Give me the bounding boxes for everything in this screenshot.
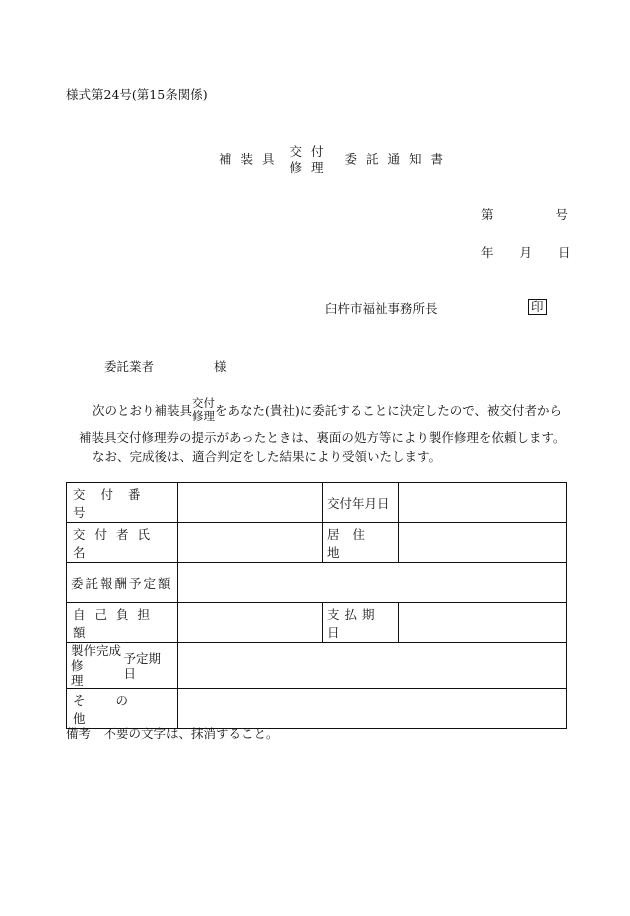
- label-delivery-number: 交付番号: [67, 483, 178, 523]
- document-date: [481, 243, 571, 261]
- seal-mark: 印: [528, 299, 547, 315]
- label-fee-amount: 委託報酬予定額: [67, 563, 178, 603]
- document-number: [481, 205, 568, 223]
- table-row: [67, 523, 567, 563]
- body-line1-before: 次のとおり補装具: [92, 403, 193, 418]
- label-payment-date: 支払期日: [323, 603, 399, 643]
- label-completion-date: [67, 643, 178, 689]
- body-line-2: 補装具交付修理券の提示があったときは、裏面の処方等により製作修理を依頼します。: [79, 430, 566, 445]
- issuer: 臼杵市福祉事務所長: [325, 301, 438, 316]
- value-self-pay: [178, 603, 323, 643]
- body-line-3: なお、完成後は、適合判定をした結果により受領いたします。: [92, 449, 442, 464]
- date-year: 年: [481, 245, 494, 260]
- remarks-note: 備考 不要の文字は、抹消すること。: [66, 726, 279, 741]
- body-line-1: [92, 397, 562, 423]
- body-option-delivery: 交付: [192, 396, 216, 410]
- value-delivery-number: [178, 483, 323, 523]
- value-delivery-date: [399, 483, 567, 523]
- addressee-label: 委託業者: [104, 359, 155, 374]
- title-suffix: 委託通知書: [344, 151, 453, 167]
- value-other: [178, 689, 567, 729]
- completion-option-produce: 製作完成: [71, 643, 122, 658]
- body-option-stack: [192, 397, 215, 423]
- form-number: 様式第24号(第15条関係): [66, 87, 208, 102]
- title-prefix: 補装具: [219, 151, 284, 167]
- label-self-pay: 自己負担額: [67, 603, 178, 643]
- value-fee-amount: [178, 563, 567, 603]
- table-row: [67, 483, 567, 523]
- value-completion-date: [178, 643, 567, 689]
- title-option-delivery: 交付: [289, 144, 333, 159]
- value-residence: [399, 523, 567, 563]
- addressee-honorific: 様: [214, 359, 227, 374]
- date-day: 日: [558, 245, 571, 260]
- completion-suffix: 予定期日: [123, 650, 161, 681]
- number-prefix: 第: [481, 207, 494, 222]
- label-residence: 居住地: [323, 523, 399, 563]
- label-other: その他: [67, 689, 178, 729]
- title-option-repair: 修理: [289, 160, 333, 175]
- date-month: 月: [519, 245, 533, 260]
- label-delivery-date: 交付年月日: [323, 483, 399, 523]
- number-suffix: 号: [555, 207, 569, 222]
- table-row: [67, 643, 567, 689]
- value-payment-date: [399, 603, 567, 643]
- title-option-stack: [290, 144, 333, 176]
- value-recipient-name: [178, 523, 323, 563]
- addressee: [104, 357, 227, 375]
- document-title: [219, 144, 452, 176]
- details-table: [66, 482, 567, 729]
- label-recipient-name: 交付者氏名: [67, 523, 178, 563]
- body-line1-after: をあなた(貴社)に委託することに決定したので、被交付者から: [215, 403, 563, 418]
- table-row: [67, 603, 567, 643]
- completion-option-repair: 修理: [71, 658, 98, 688]
- table-row: [67, 689, 567, 729]
- body-option-repair: 修理: [192, 409, 216, 423]
- table-row: [67, 563, 567, 603]
